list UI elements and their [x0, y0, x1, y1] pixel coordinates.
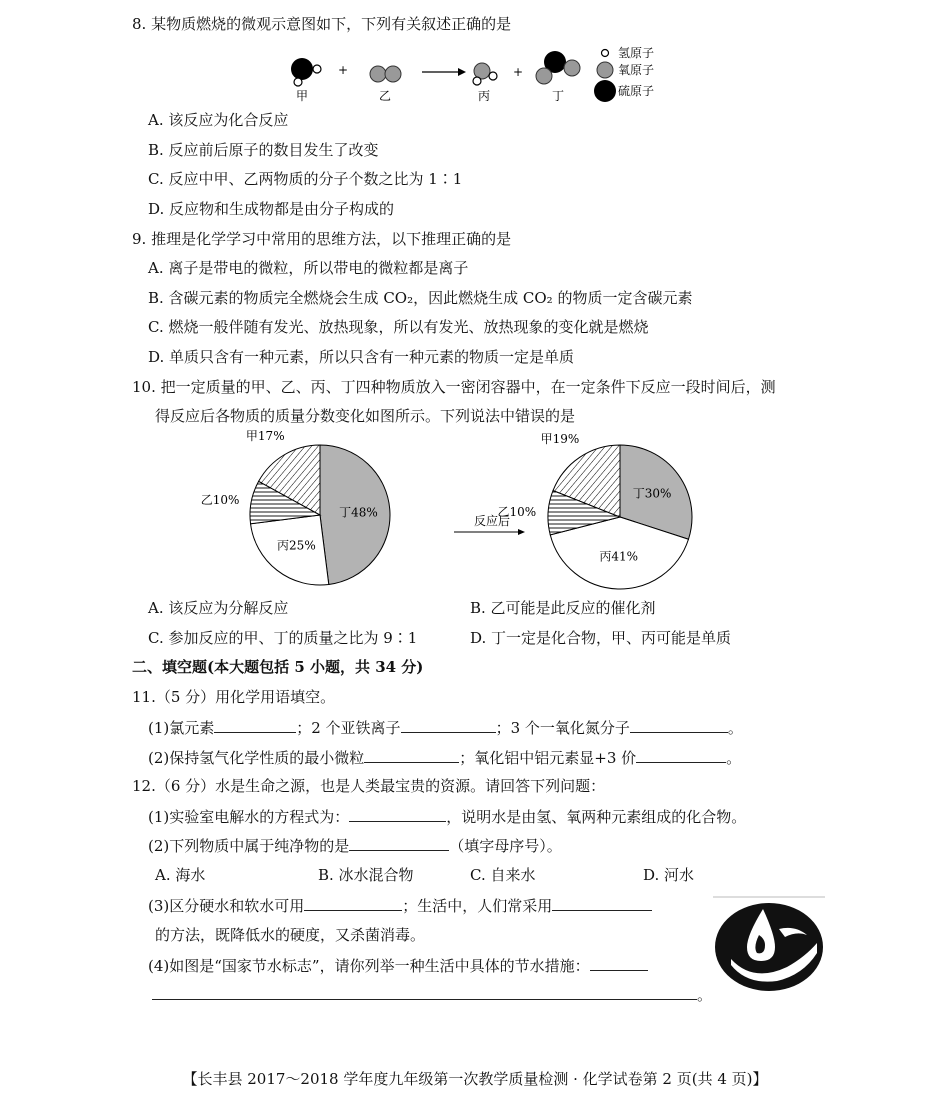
q10-pie-charts	[200, 429, 720, 600]
plus-2: +	[512, 65, 524, 79]
pie-label-甲: 甲17%	[245, 429, 285, 444]
q10-option-b: B. 乙可能是此反应的催化剂	[470, 599, 656, 617]
q12-blank-3[interactable]	[304, 895, 402, 911]
q8-stem: 8. 某物质燃烧的微观示意图如下，下列有关叙述正确的是	[132, 15, 512, 33]
q9-stem: 9. 推理是化学学习中常用的思维方法，以下推理正确的是	[132, 230, 512, 248]
legend-hydrogen: 氢原子	[618, 46, 655, 60]
q8-option-b: B. 反应前后原子的数目发生了改变	[148, 141, 379, 159]
q8-reaction-diagram	[280, 44, 680, 106]
molecule-ding-icon	[536, 51, 580, 84]
q12-blank-6[interactable]	[152, 984, 697, 1000]
q12-choice-b: B. 冰水混合物	[318, 866, 414, 884]
section2-title: 二、填空题(本大题包括 5 小题，共 34 分)	[132, 658, 424, 676]
q9-option-c: C. 燃烧一般伴随有发光、放热现象，所以有发光、放热现象的变化就是燃烧	[148, 318, 649, 336]
molecule-jia-icon	[291, 58, 321, 86]
q8-option-a: A. 该反应为化合反应	[148, 111, 289, 129]
label-ding: 丁	[551, 89, 565, 103]
q12-blank-4[interactable]	[552, 895, 652, 911]
legend-oxygen: 氧原子	[618, 63, 655, 77]
q8-option-c: C. 反应中甲、乙两物质的分子个数之比为 1∶1	[148, 170, 463, 188]
q9-option-a: A. 离子是带电的微粒，所以带电的微粒都是离子	[148, 259, 469, 277]
label-yi: 乙	[378, 89, 392, 103]
q9-option-d: D. 单质只含有一种元素，所以只含有一种元素的物质一定是单质	[148, 348, 575, 366]
pie-label-丁: 丁30%	[632, 486, 672, 501]
q10-option-a: A. 该反应为分解反应	[148, 599, 289, 617]
q11-line2: (2)保持氢气化学性质的最小微粒 ；氧化铝中铝元素显+3 价 。	[148, 749, 742, 767]
q10-option-c: C. 参加反应的甲、丁的质量之比为 9∶1	[148, 629, 418, 647]
q12-line4: (4)如图是“国家节水标志”，请你列举一种生活中具体的节水措施：	[148, 955, 648, 976]
molecule-bing-icon	[473, 63, 497, 85]
molecule-yi-icon	[370, 66, 401, 82]
q12-line4-cont: 。	[152, 984, 712, 1005]
legend-sulfur: 硫原子	[618, 84, 655, 98]
hydrogen-atom-icon	[602, 50, 609, 57]
q12-line2: (2)下列物质中属于纯净物的是 （填字母序号）。	[148, 837, 562, 855]
pie-label-乙: 乙10%	[200, 493, 240, 508]
reaction-arrow-icon	[422, 68, 466, 76]
q11-line1: (1)氯元素 ；2 个亚铁离子 ；3 个一氧化氮分子 。	[148, 719, 743, 737]
arrow-label: 反应后	[473, 514, 511, 528]
q10-stem-line1: 10. 把一定质量的甲、乙、丙、丁四种物质放入一密闭容器中，在一定条件下反应一段时间后，测	[132, 378, 776, 396]
q12-blank-2[interactable]	[349, 835, 449, 851]
q11-blank-2[interactable]	[401, 717, 496, 733]
q9-option-b: B. 含碳元素的物质完全燃烧会生成 CO₂，因此燃烧生成 CO₂ 的物质一定含碳元素	[148, 289, 693, 307]
q11-blank-4[interactable]	[364, 747, 459, 763]
q12-choice-a: A. 海水	[155, 866, 206, 884]
pie-label-甲: 甲19%	[540, 432, 580, 447]
q12-blank-5[interactable]	[590, 955, 648, 971]
q12-choice-c: C. 自来水	[470, 866, 536, 884]
q11-blank-1[interactable]	[214, 717, 296, 733]
q12-line3-cont: 的方法，既降低水的硬度，又杀菌消毒。	[155, 926, 426, 944]
q11-stem: 11.（5 分）用化学用语填空。	[132, 688, 336, 706]
label-bing: 丙	[477, 89, 491, 103]
q12-line3: (3)区分硬水和软水可用 ；生活中，人们常采用	[148, 895, 652, 916]
q12-stem: 12.（6 分）水是生命之源，也是人类最宝贵的资源。请回答下列问题：	[132, 777, 606, 795]
page-footer: 【长丰县 2017～2018 学年度九年级第一次教学质量检测 · 化学试卷第 2 页(共 4 页)】	[182, 1070, 768, 1088]
pie-label-丙: 丙25%	[277, 538, 316, 553]
sulfur-atom-icon	[594, 80, 616, 102]
water-saving-logo-icon	[713, 895, 825, 997]
q12-line1: (1)实验室电解水的方程式为： ，说明水是由氢、氧两种元素组成的化合物。	[148, 808, 747, 826]
q8-option-d: D. 反应物和生成物都是由分子构成的	[148, 200, 395, 218]
q12-blank-1[interactable]	[349, 806, 446, 822]
q10-option-d: D. 丁一定是化合物，甲、丙可能是单质	[470, 629, 732, 647]
pie-after	[497, 432, 692, 589]
reaction-after-arrow-icon	[454, 529, 525, 535]
pie-label-丙: 丙41%	[599, 549, 639, 564]
oxygen-atom-icon	[597, 62, 613, 78]
plus-1: +	[337, 63, 349, 77]
q11-blank-5[interactable]	[636, 747, 726, 763]
q10-stem-line2: 得反应后各物质的质量分数变化如图所示。下列说法中错误的是	[155, 407, 576, 425]
label-jia: 甲	[295, 89, 309, 103]
pie-before	[201, 429, 390, 585]
q12-choice-d: D. 河水	[643, 866, 695, 884]
q11-blank-3[interactable]	[630, 717, 728, 733]
pie-label-乙: 乙10%	[497, 504, 537, 519]
pie-label-丁: 丁48%	[339, 505, 378, 520]
